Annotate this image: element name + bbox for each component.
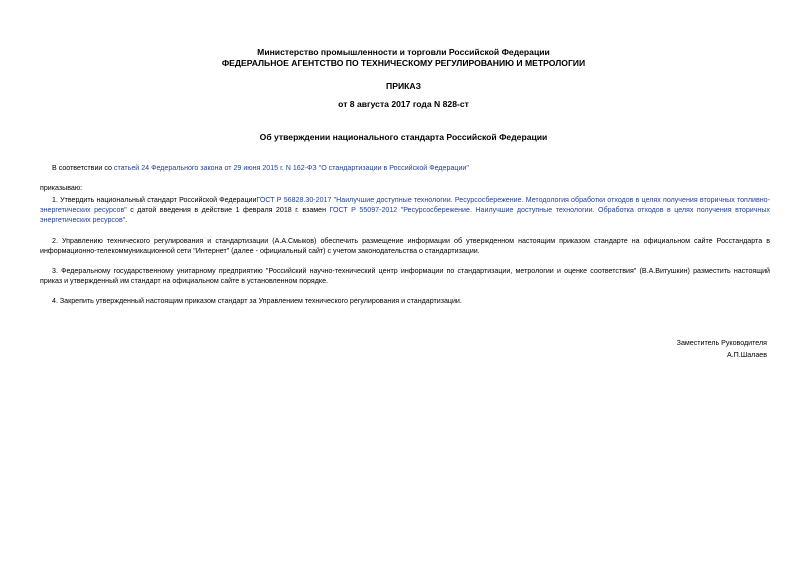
item-1-paragraph [40, 195, 770, 225]
document-type: ПРИКАЗ [386, 81, 421, 91]
intro-paragraph [40, 163, 770, 173]
agency-heading: ФЕДЕРАЛЬНОЕ АГЕНТСТВО ПО ТЕХНИЧЕСКОМУ РЕГУЛИРОВАНИЮ И МЕТРОЛОГИИ [221, 58, 586, 68]
law-link[interactable]: статьей 24 Федерального закона от 29 июня 2015 г. N 162-ФЗ "О стандартизации в Российской Федерации" [113, 164, 469, 172]
item-1-suffix: . [125, 216, 128, 224]
item-3-text: 3. Федеральному государственному унитарному предприятию "Российский научно-технический центр информации по стандартизации, метрологии и оценке соответствия" (В.А.Витушкин) разместить настоящий приказ и утвержденный им стандарт на официальном сайте в установленном порядке. [40, 267, 770, 285]
order-word: приказываю: [40, 184, 83, 192]
document-subject: Об утверждении национального стандарта Российской Федерации [259, 132, 548, 142]
item-1-middle: с датой введения в действие 1 февраля 2018 г. взамен [126, 206, 330, 214]
item-4-paragraph [40, 296, 770, 306]
document-date-number: от 8 августа 2017 года N 828-ст [338, 99, 469, 109]
signature-title: Заместитель Руководителя [676, 339, 767, 347]
item-2-paragraph [40, 236, 770, 256]
intro-prefix: В соответствии со [52, 164, 114, 172]
ministry-heading: Министерство промышленности и торговли Российской Федерации [257, 47, 550, 57]
signature-name: А.П.Шалаев [726, 351, 767, 359]
item-1-prefix: 1. Утвердить национальный стандарт Российской Федерации [52, 196, 257, 204]
item-2-text: 2. Управлению технического регулирования и стандартизации (А.А.Смыков) обеспечить размещение информации об утвержденном настоящим приказом стандарте на официальном сайте Росстандарта в информационно-телекоммуникационной сети "Интернет" (далее - официальный сайт) с учетом законодательства о стандартизации. [40, 237, 770, 255]
gost-55097-link[interactable]: ГОСТ Р 55097-2012 "Ресурсосбережение. Наилучшие доступные технологии. Обработка отходов в целях получения вторичных энергетических ресурсов" [40, 206, 770, 224]
gost-56828-link[interactable]: ГОСТ Р 56828.30-2017 "Наилучшие доступные технологии. Ресурсосбережение. Методология обработки отходов в целях получения вторичных топливно-энергетических ресурсов" [40, 196, 770, 214]
item-4-text: 4. Закрепить утвержденный настоящим приказом стандарт за Управлением технического регулирования и стандартизации. [52, 297, 462, 305]
item-3-paragraph [40, 266, 770, 286]
